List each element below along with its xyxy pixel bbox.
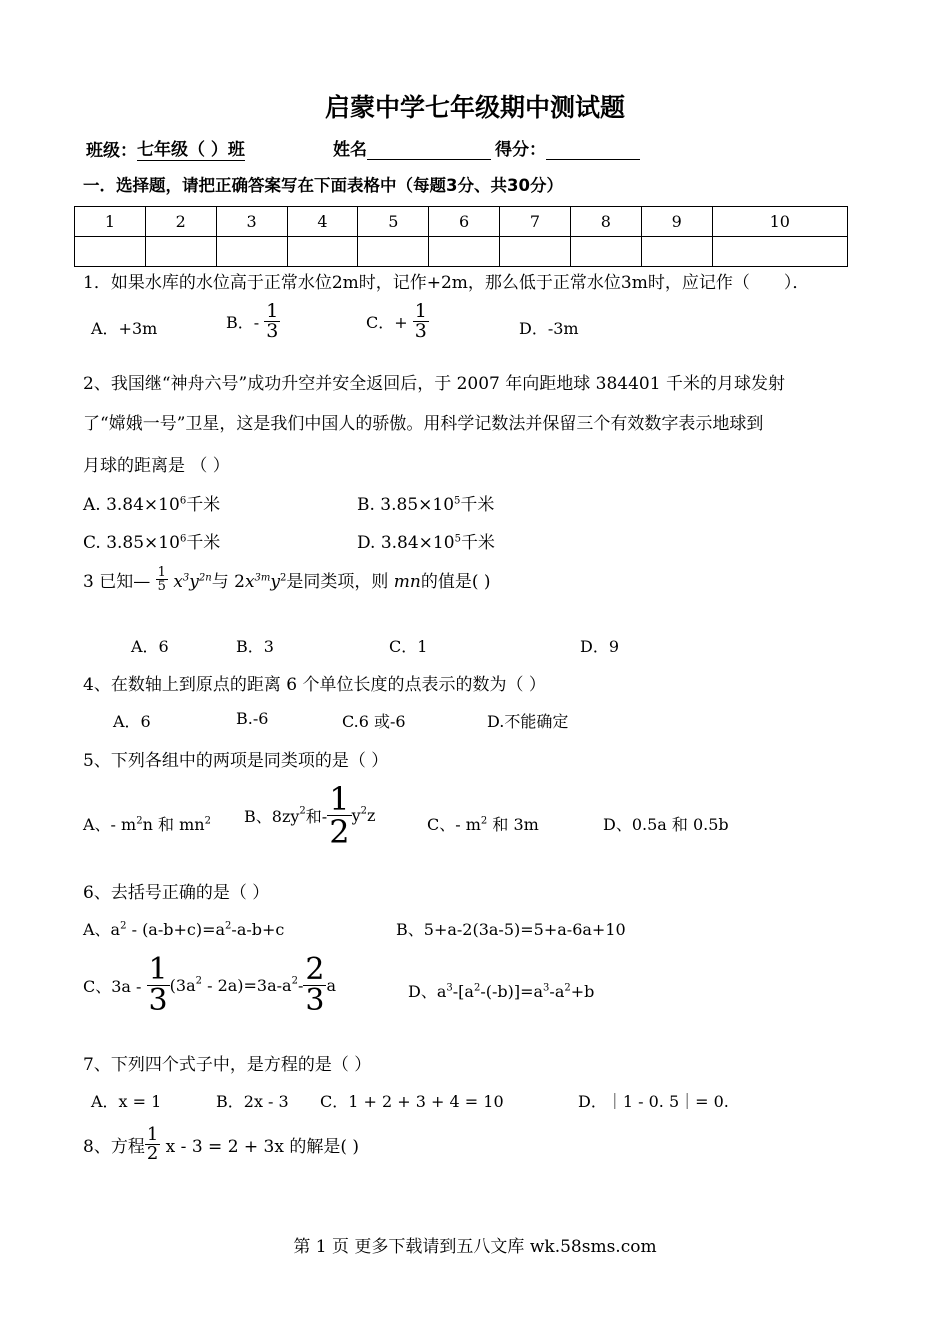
q3-option-c: C．1 [389, 637, 428, 656]
q8-fraction [145, 1126, 160, 1163]
q2-line2: 了“嫦娥一号”卫星，这是我们中国人的骄傲。用科学记数法并保留三个有效数字表示地球到 [83, 414, 764, 434]
q3-option-d: D．9 [580, 637, 620, 656]
var-y: y [270, 572, 281, 592]
q6-option-a [83, 917, 284, 940]
t: y [351, 806, 361, 825]
exp: 2 [225, 920, 232, 932]
var-y: y [189, 572, 199, 592]
q1-option-b [226, 302, 280, 341]
q7-option-c: C．1 + 2 + 3 + 4 = 10 [320, 1092, 504, 1111]
score-blank[interactable] [546, 139, 640, 160]
frac-num: 1 [146, 1124, 159, 1145]
answer-number: 8 [570, 207, 641, 237]
exp: 2 [564, 982, 571, 994]
page-title: 启蒙中学七年级期中测试题 [324, 93, 625, 122]
t: A、a [83, 920, 121, 939]
q1-option-a: A．+3m [91, 319, 158, 338]
answer-number: 4 [287, 207, 358, 237]
q2-d-unit: 千米 [460, 533, 495, 553]
q4-stem: 4、在数轴上到原点的距离 6 个单位长度的点表示的数为（ ） [83, 675, 546, 695]
class-field [86, 135, 245, 161]
q7-option-a: A．x = 1 [91, 1092, 162, 1111]
q2-c-unit: 千米 [186, 533, 221, 553]
q3-prefix: 3 已知— [83, 572, 151, 592]
q6-option-d [408, 979, 594, 1002]
t: -a [549, 982, 565, 1001]
q2-option-c [83, 528, 220, 553]
q2-option-b [357, 490, 494, 515]
q2-option-a [83, 490, 220, 515]
exp: 2 [195, 975, 202, 987]
answer-table-input-row [75, 237, 848, 267]
answer-table [74, 206, 848, 267]
frac-num: 2 [305, 952, 325, 987]
q2-line1: 2、我国继“神舟六号”成功升空并安全返回后，于 2007 年向距地球 384401 千米的月球发射 [83, 374, 785, 394]
answer-number: 7 [500, 207, 571, 237]
q5-option-b [244, 780, 376, 851]
exp: 2 [204, 815, 211, 827]
t: A、- m [83, 815, 137, 834]
name-field [333, 135, 491, 160]
q1-stem: 1．如果水库的水位高于正常水位2m时，记作+2m，那么低于正常水位3m时，应记作（ ）． [83, 273, 810, 293]
q7-option-d: D．｜1 - 0. 5｜= 0. [578, 1092, 729, 1111]
t: -[a [452, 982, 474, 1001]
exp: 2 [136, 815, 143, 827]
answer-number: 9 [641, 207, 712, 237]
q2-b-exp: 5 [454, 495, 461, 507]
answer-number: 1 [75, 207, 146, 237]
exp: 3 [446, 982, 453, 994]
q8-stem [83, 1126, 359, 1163]
q1-b-prefix: B．- [226, 313, 260, 332]
t: (3a [169, 976, 196, 995]
t: - (a-b+c)=a [126, 920, 226, 939]
q2-c-exp: 6 [179, 533, 187, 545]
answer-cell[interactable] [216, 237, 287, 267]
t: 和 3m [487, 815, 539, 834]
q2-c-base: C. 3.85×10 [83, 533, 180, 553]
var-mn: mn [393, 572, 421, 592]
frac-den: 2 [329, 813, 350, 851]
answer-number: 10 [712, 207, 847, 237]
q3-option-a: A．6 [131, 637, 169, 656]
page-footer: 第 1 页 更多下载请到五八文库 wk.58sms.com [293, 1237, 657, 1257]
frac-num: 1 [414, 300, 427, 322]
frac-den: 5 [157, 579, 166, 594]
q5-option-d: D、0.5a 和 0.5b [603, 815, 729, 834]
q3-expression [173, 572, 490, 592]
answer-cell[interactable] [570, 237, 641, 267]
frac-den: 2 [146, 1143, 159, 1164]
t: -(-b)]=a [480, 982, 544, 1001]
frac-num: 1 [266, 300, 279, 322]
q2-b-unit: 千米 [460, 495, 495, 515]
answer-cell[interactable] [500, 237, 571, 267]
answer-cell[interactable] [287, 237, 358, 267]
q7-stem: 7、下列四个式子中，是方程的是（ ） [83, 1055, 372, 1075]
t: n 和 mn [142, 815, 205, 834]
frac-den: 3 [148, 983, 168, 1018]
q3-tail2: 的值是( ) [420, 572, 491, 592]
var-x: x [244, 572, 255, 592]
q3-fraction [156, 566, 168, 593]
t: -a-b+c [231, 920, 285, 939]
q6-c-fraction [147, 952, 170, 1018]
q5-stem: 5、下列各组中的两项是同类项的是（ ） [83, 751, 389, 771]
t: B、8zy [244, 807, 300, 826]
exp: 2 [360, 805, 367, 817]
q8-prefix: 8、方程 [83, 1137, 145, 1157]
class-label: 班级： [86, 141, 137, 161]
frac-num: 1 [157, 565, 166, 580]
answer-cell[interactable] [75, 237, 146, 267]
var-x: x [173, 572, 183, 592]
q4-option-b: B.-6 [236, 709, 269, 728]
q8-tail: x - 3 = 2 + 3x 的解是( ) [160, 1137, 360, 1157]
q5-b-fraction [327, 780, 351, 851]
exp: 2 [480, 815, 488, 827]
score-field [495, 135, 640, 160]
exp: 2 [299, 805, 306, 817]
exp: 3 [543, 982, 550, 994]
q2-d-base: D. 3.84×10 [357, 533, 455, 553]
q3-mid: 与 2 [211, 572, 245, 592]
t: C、- m [427, 815, 481, 834]
t: C、3a - [83, 977, 147, 996]
q2-option-d [357, 528, 495, 553]
q2-a-base: A. 3.84×10 [83, 495, 180, 515]
exp: 2 [473, 982, 481, 994]
q3-tail1: 是同类项，则 [286, 572, 394, 592]
t: a [326, 976, 337, 995]
q6-c-fraction-2 [303, 952, 326, 1018]
frac-den: 3 [266, 320, 279, 342]
score-label: 得分： [495, 140, 546, 160]
answer-cell[interactable] [429, 237, 500, 267]
exp: 2 [280, 572, 287, 584]
q2-line3: 月球的距离是 （ ） [83, 456, 230, 476]
q1-b-fraction [264, 302, 280, 341]
answer-table-header-row [75, 207, 848, 237]
exp: 2 [120, 920, 127, 932]
answer-number: 6 [429, 207, 500, 237]
answer-cell[interactable] [712, 237, 847, 267]
q4-option-d: D.不能确定 [487, 712, 569, 731]
frac-den: 3 [305, 983, 325, 1018]
q1-c-fraction [413, 302, 429, 341]
answer-number: 5 [358, 207, 429, 237]
q2-d-exp: 5 [454, 533, 461, 545]
q1-option-c [366, 302, 429, 341]
exp: 3m [254, 572, 271, 584]
q6-option-c [83, 952, 337, 1018]
q1-option-d: D．-3m [519, 319, 579, 338]
answer-number: 3 [216, 207, 287, 237]
q6-option-b: B、5+a-2(3a-5)=5+a-6a+10 [396, 920, 626, 939]
name-label: 姓名 [333, 140, 367, 160]
t: - 2a)=3a-a [201, 976, 292, 995]
q2-a-unit: 千米 [186, 495, 221, 515]
answer-number: 2 [145, 207, 216, 237]
t: - [297, 976, 304, 995]
q5-option-c [427, 812, 539, 835]
q1-c-prefix: C．+ [366, 313, 408, 332]
name-blank[interactable] [367, 139, 491, 160]
q4-option-c: C.6 或-6 [342, 712, 406, 731]
q2-b-base: B. 3.85×10 [357, 495, 455, 515]
q3-option-b: B．3 [236, 637, 274, 656]
exp: 3 [182, 572, 190, 584]
answer-cell[interactable] [358, 237, 429, 267]
t: D、a [408, 982, 447, 1001]
t: 和- [305, 807, 328, 826]
exp: 2n [198, 572, 212, 584]
q4-option-a: A．6 [113, 712, 151, 731]
t: +b [570, 982, 595, 1001]
frac-num: 1 [148, 952, 168, 987]
q2-a-exp: 6 [179, 495, 187, 507]
exp: 2 [291, 975, 298, 987]
q5-option-a [83, 812, 211, 835]
t: z [367, 806, 376, 825]
class-value: 七年级（ ）班 [137, 135, 245, 161]
answer-cell[interactable] [145, 237, 216, 267]
q6-stem: 6、去括号正确的是（ ） [83, 883, 270, 903]
q7-option-b: B．2x - 3 [216, 1092, 289, 1111]
section-heading: 一．选择题，请把正确答案写在下面表格中（每题3分、共30分） [83, 176, 563, 195]
q3-stem [83, 566, 491, 593]
frac-num: 1 [329, 780, 350, 818]
frac-den: 3 [414, 320, 427, 342]
answer-cell[interactable] [641, 237, 712, 267]
